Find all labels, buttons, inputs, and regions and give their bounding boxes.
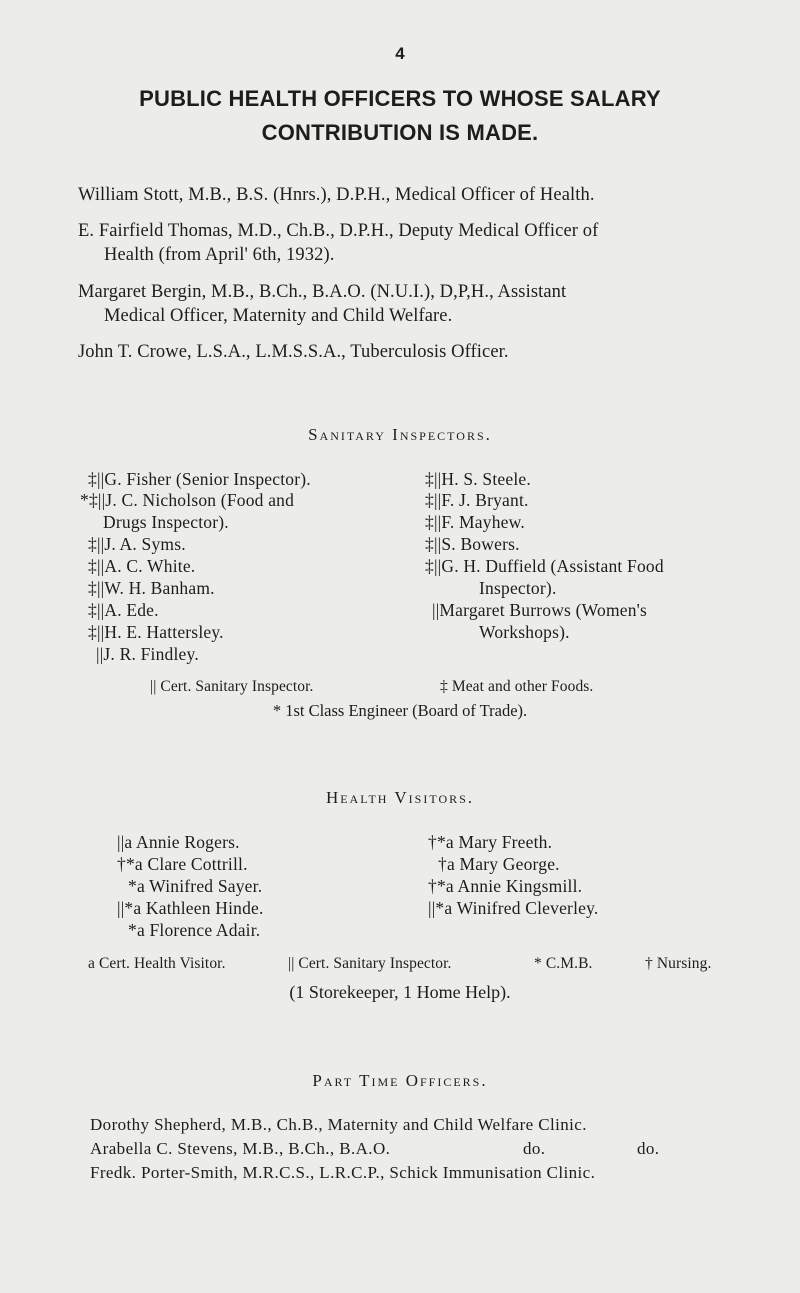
list-item: †*a Mary Freeth. bbox=[428, 832, 553, 852]
ditto-mark: do. bbox=[523, 1139, 546, 1158]
part-time-officer: Arabella C. Stevens, M.B., B.Ch., B.A.O. bbox=[90, 1139, 391, 1158]
officer-deputy-line-1: E. Fairfield Thomas, M.D., Ch.B., D.P.H., Deputy Medical Officer of bbox=[78, 221, 599, 241]
list-item: †*a Annie Kingsmill. bbox=[428, 876, 583, 896]
list-item: ‡||W. H. Banham. bbox=[88, 578, 215, 598]
list-item: ‡||F. J. Bryant. bbox=[425, 490, 529, 510]
list-item: Inspector). bbox=[479, 578, 557, 598]
legend-cert-sanitary: || Cert. Sanitary Inspector. bbox=[150, 678, 314, 695]
list-item: *‡||J. C. Nicholson (Food and bbox=[80, 490, 295, 510]
legend-health-visitor: a Cert. Health Visitor. bbox=[88, 955, 226, 972]
officer-deputy-line-2: Health (from April' 6th, 1932). bbox=[104, 245, 335, 265]
list-item: ||Margaret Burrows (Women's bbox=[432, 600, 648, 620]
list-item: ‡||G. H. Duffield (Assistant Food bbox=[425, 556, 664, 576]
part-time-officer: Dorothy Shepherd, M.B., Ch.B., Maternity and Child Welfare Clinic. bbox=[90, 1115, 587, 1134]
page-title-line-1: PUBLIC HEALTH OFFICERS TO WHOSE SALARY bbox=[139, 86, 661, 111]
sanitary-inspectors-heading: Sanitary Inspectors. bbox=[308, 425, 492, 444]
list-item: †*a Clare Cottrill. bbox=[117, 854, 248, 874]
health-visitors-note: (1 Storekeeper, 1 Home Help). bbox=[289, 982, 511, 1002]
list-item: ||J. R. Findley. bbox=[96, 644, 199, 664]
part-time-officer: Fredk. Porter-Smith, M.R.C.S., L.R.C.P., Schick Immunisation Clinic. bbox=[90, 1163, 596, 1182]
page-number: 4 bbox=[395, 44, 405, 63]
legend-engineer: * 1st Class Engineer (Board of Trade). bbox=[272, 701, 528, 720]
officer-tuberculosis: John T. Crowe, L.S.A., L.M.S.S.A., Tuberculosis Officer. bbox=[78, 342, 509, 362]
legend-cert-sanitary: || Cert. Sanitary Inspector. bbox=[288, 955, 452, 972]
list-item: Drugs Inspector). bbox=[103, 512, 229, 532]
list-item: ‡||A. C. White. bbox=[88, 556, 196, 576]
list-item: ||*a Kathleen Hinde. bbox=[117, 898, 264, 918]
ditto-mark: do. bbox=[637, 1139, 660, 1158]
list-item: Workshops). bbox=[479, 622, 570, 642]
list-item: ‡||J. A. Syms. bbox=[88, 534, 186, 554]
part-time-officers-heading: Part Time Officers. bbox=[312, 1071, 488, 1090]
legend-meat-foods: ‡ Meat and other Foods. bbox=[440, 678, 594, 695]
officer-assistant-line-2: Medical Officer, Maternity and Child Welfare. bbox=[104, 306, 453, 326]
list-item: ‡||H. S. Steele. bbox=[425, 469, 531, 489]
list-item: ‡||G. Fisher (Senior Inspector). bbox=[88, 469, 311, 489]
list-item: ||*a Winifred Cleverley. bbox=[428, 898, 599, 918]
list-item: ‡||H. E. Hattersley. bbox=[88, 622, 224, 642]
legend-nursing: † Nursing. bbox=[645, 955, 712, 972]
legend-cmb: * C.M.B. bbox=[534, 955, 593, 972]
list-item: *a Florence Adair. bbox=[128, 920, 261, 940]
officer-assistant-line-1: Margaret Bergin, M.B., B.Ch., B.A.O. (N.U.I.), D,P,H., Assistant bbox=[78, 282, 567, 302]
page-title-line-2: CONTRIBUTION IS MADE. bbox=[261, 120, 539, 145]
list-item: ‡||A. Ede. bbox=[88, 600, 159, 620]
list-item: ‡||S. Bowers. bbox=[425, 534, 520, 554]
list-item: ||a Annie Rogers. bbox=[117, 832, 240, 852]
list-item: †a Mary George. bbox=[438, 854, 560, 874]
list-item: *a Winifred Sayer. bbox=[128, 876, 263, 896]
officer-medical-officer: William Stott, M.B., B.S. (Hnrs.), D.P.H., Medical Officer of Health. bbox=[78, 185, 595, 205]
list-item: ‡||F. Mayhew. bbox=[425, 512, 525, 532]
health-visitors-heading: Health Visitors. bbox=[325, 788, 475, 807]
